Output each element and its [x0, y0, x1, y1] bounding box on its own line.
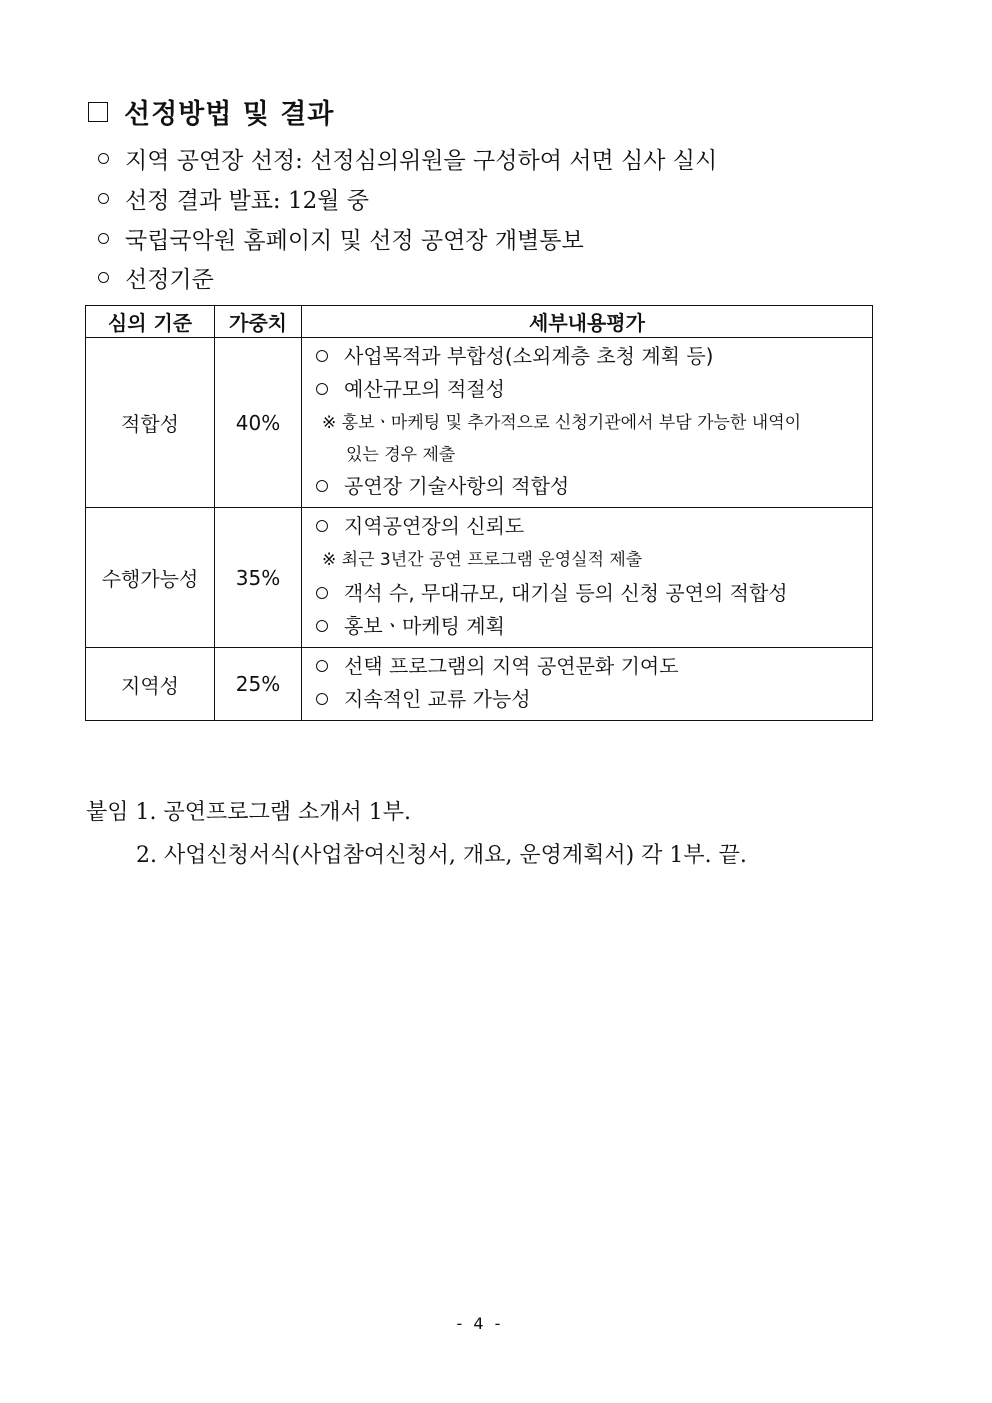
detail-note: ※ 홍보ㆍ마케팅 및 추가적으로 신청기관에서 부담 가능한 내역이: [322, 413, 802, 433]
bullet-text: 선정 결과 발표: 12월 중: [125, 188, 370, 214]
weight-cell: 25%: [215, 648, 302, 721]
detail-cell: [302, 648, 873, 721]
page-number: - 4 -: [456, 1314, 504, 1333]
detail-item-text: 선택 프로그램의 지역 공연문화 기여도: [344, 654, 679, 678]
criteria-table: [85, 305, 873, 721]
circle-bullet-icon: [316, 520, 328, 532]
circle-bullet-icon: [98, 272, 109, 283]
bullet-item: [98, 222, 584, 255]
detail-item: [316, 650, 862, 683]
bullet-item: [98, 142, 717, 175]
circle-bullet-icon: [316, 350, 328, 362]
criterion-cell: 지역성: [86, 648, 215, 721]
circle-bullet-icon: [98, 153, 109, 164]
detail-item-text: 사업목적과 부합성(소외계층 초청 계획 등): [344, 344, 714, 368]
circle-bullet-icon: [98, 233, 109, 244]
detail-cell: [302, 508, 873, 648]
circle-bullet-icon: [98, 193, 109, 204]
detail-item: [316, 577, 862, 610]
circle-bullet-icon: [316, 587, 328, 599]
circle-bullet-icon: [316, 620, 328, 632]
section-title-text: 선정방법 및 결과: [124, 99, 335, 130]
detail-cell: [302, 338, 873, 508]
detail-item-text: 예산규모의 적절성: [344, 377, 505, 401]
detail-item: [316, 340, 862, 373]
bullet-item: [98, 182, 369, 215]
detail-item: [316, 373, 862, 406]
detail-item: [316, 610, 862, 643]
circle-bullet-icon: [316, 383, 328, 395]
criterion-cell: 적합성: [86, 338, 215, 508]
detail-note-continued: 있는 경우 제출: [346, 445, 456, 465]
bullet-text: 선정기준: [125, 267, 214, 293]
detail-item: [316, 510, 862, 543]
detail-item-text: 공연장 기술사항의 적합성: [344, 474, 570, 498]
table-row: [86, 648, 873, 721]
detail-item: [316, 683, 862, 716]
attachment-line-2: 2. 사업신청서식(사업참여신청서, 개요, 운영계획서) 각 1부. 끝.: [136, 843, 747, 868]
attachment-line-1: 붙임 1. 공연프로그램 소개서 1부.: [86, 800, 411, 825]
checkbox-icon: [88, 102, 108, 122]
table-row: [86, 508, 873, 648]
detail-item: [316, 470, 862, 503]
criterion-cell: 수행가능성: [86, 508, 215, 648]
table-row: [86, 338, 873, 508]
detail-item-text: 지역공연장의 신뢰도: [344, 514, 525, 538]
section-title: [88, 92, 334, 131]
bullet-text: 국립국악원 홈페이지 및 선정 공연장 개별통보: [125, 228, 584, 254]
detail-item-text: 홍보ㆍ마케팅 계획: [344, 614, 505, 638]
bullet-item: [98, 261, 214, 294]
circle-bullet-icon: [316, 480, 328, 492]
header-criterion: 심의 기준: [86, 306, 215, 338]
detail-item-text: 객석 수, 무대규모, 대기실 등의 신청 공연의 적합성: [344, 581, 788, 605]
weight-cell: 35%: [215, 508, 302, 648]
detail-item-text: 지속적인 교류 가능성: [344, 687, 531, 711]
bullet-text: 지역 공연장 선정: 선정심의위원을 구성하여 서면 심사 실시: [125, 148, 718, 174]
header-detail: 세부내용평가: [302, 306, 873, 338]
table-header-row: [86, 306, 873, 338]
header-weight: 가중치: [215, 306, 302, 338]
detail-note: ※ 최근 3년간 공연 프로그램 운영실적 제출: [322, 550, 643, 570]
weight-cell: 40%: [215, 338, 302, 508]
circle-bullet-icon: [316, 693, 328, 705]
circle-bullet-icon: [316, 660, 328, 672]
